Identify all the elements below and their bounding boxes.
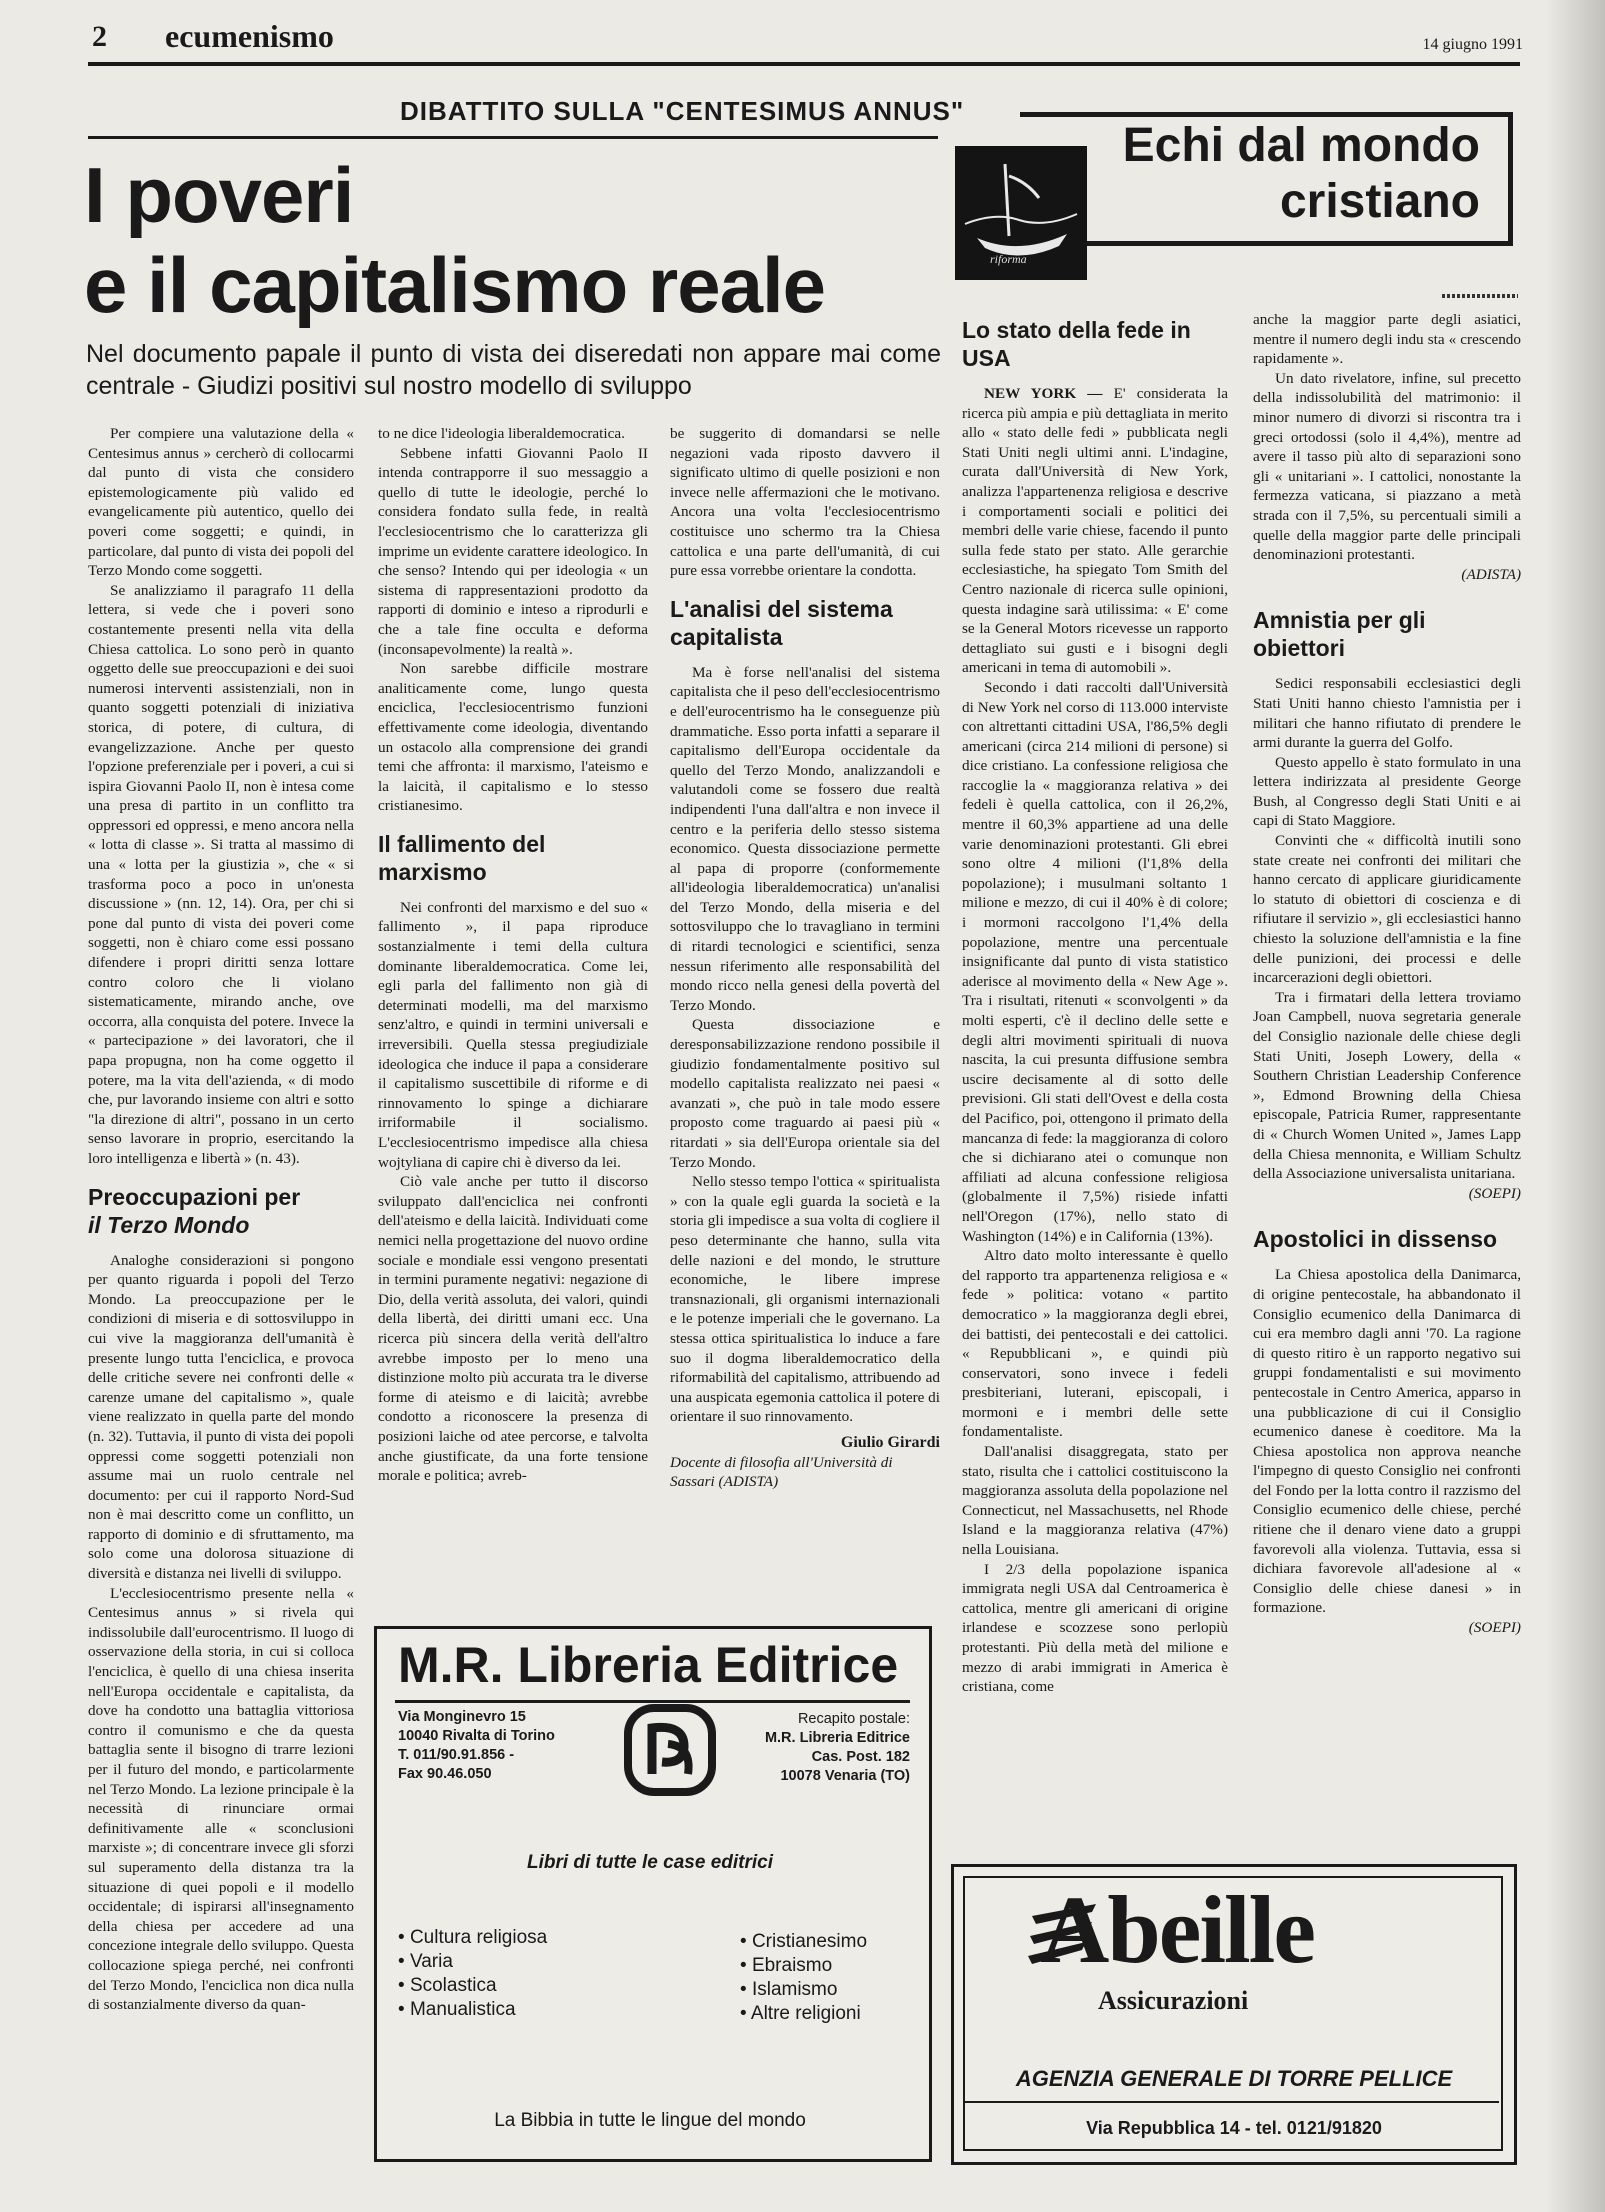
debate-rule <box>88 136 938 139</box>
paragraph: I 2/3 della popolazione ispanica immigrata negli USA dal Centroamerica è cattolica, mentre gli americani di origine irlandese e scozzese sono perlopiù protestanti. Più della metà del milione e mezzo di arabi immigrati in America è cristiana, come <box>962 1560 1228 1696</box>
headline <box>84 150 944 330</box>
libreria-address: Via Monginevro 15 10040 Rivalta di Torino T. 011/90.91.856 - Fax 90.46.050 <box>398 1709 555 1782</box>
paragraph: Non sarebbe difficile mostrare analiticamente come, lungo questa enciclica, l'ecclesiocentrismo funzioni effettivamente come ideologia, diventando un ostacolo alla comprensione dei grandi temi che affronta: il marxismo, l'ateismo e la laicità, il capitalismo e lo stesso cristianesimo. <box>378 660 648 815</box>
paragraph: Questo appello è stato formulato in una lettera indirizzata al presidente George Bush, al Congresso degli Stati Uniti e ai capi di Stato Maggiore. <box>1253 753 1521 830</box>
section-heading: Apostolici in dissenso <box>1253 1226 1498 1253</box>
libreria-name: M.R. Libreria Editrice <box>398 1637 899 1693</box>
abeille-subtitle: Assicurazioni <box>1098 1986 1249 2015</box>
section-heading: Il fallimento del marxismo <box>378 830 546 885</box>
libreria-tagline: Libri di tutte le case editrici <box>526 1852 773 1873</box>
masthead-rule <box>88 62 1520 66</box>
section-heading: Lo stato della fede in USA <box>962 317 1191 371</box>
page-number: 2 <box>92 20 107 53</box>
issue-date: 14 giugno 1991 <box>1422 36 1523 53</box>
usa-article-column <box>962 310 1228 1697</box>
paragraph: to ne dice l'ideologia liberaldemocratica. <box>378 425 625 442</box>
list-item: • Ebraismo <box>740 1954 867 1978</box>
paragraph: Secondo i dati raccolti dall'Università di New York nel corso di 113.000 interviste con altrettanti cittadini USA, l'86,5% degli americani (circa 214 milioni di persone) si dice cristiano. La confessione religiosa che raccoglie la « maggioranza relativa » dei fedeli è quella cattolica, con il 26,2%, mentre il 60,3% appartiene ad una delle varie denominazioni protestanti. Gli ebrei sono oltre 4 milioni (l'1,8% della popolazione); i musulmani soltanto 1 milione e mezzo, di cui il 40% è di colore; i mormoni raccolgono l'1,4% della popolazione, mentre una percentuale insignificante dal punto di vista statistico aderisce al movimento della « New Age ». Tra i risultati, ritenuti « sconvolgenti » da molti esperti, c'è il declino delle sette e degli altri movimenti spirituali di nuova nascita, la cui presunta diffusione sembra uscire decisamente al di sotto delle previsioni. Gli stati dell'Ovest e della costa del Pacifico, poi, ottengono il primato della mancanza di fede: la maggioranza di coloro che si dichiarano atei o comunque non affiliati ad alcuna confessione religiosa (globalmente il 7,5%) risiede infatti nell'Oregon (17%), nello stato di Washington (14%) e in California (13%). <box>962 678 1228 1245</box>
paragraph: Per compiere una valutazione della « Centesimus annus » cercherò di collocarmi dal punto di vista che considero epistemologicamente più valido ed evangelicamente più autentico, quello dei poveri come soggetti; e quindi, in particolare, dal punto di vista dei popoli del Terzo Mondo come soggetti. <box>88 425 354 580</box>
decorative-dash <box>1442 294 1518 298</box>
list-item: • Cristianesimo <box>740 1930 867 1954</box>
paragraph: Se analizziamo il paragrafo 11 della lettera, si vede che i poveri sono costantemente presenti nella vita della Chiesa cattolica. Lo sono però in quanto oggetto delle sue preoccupazioni e dei suoi numerosi interventi assistenziali, non in quanto soggetti potenziali di iniziativa storica, di potere, di cultura, di evangelizzazione. Anche per questo l'opzione preferenziale per i poveri, a cui si ispira Giovanni Paolo II, non è intesa come una presa di partito in un conflitto tra oppressori ed oppressi, e meno ancora nella « lotta di classe ». Si tratta al massimo di una « lotta per la giustizia », che « si trasforma poco a poco in un'onesta discussione » (nn. 12, 14). Ora, per chi si pone dal punto di vista dei poveri come soggetti, non è chiaro come essi possano difendere i propri diritti senza lottare contro coloro che li violano sistematicamente, mirando anche, ove occorra, alla conquista del potere. Invece la « partecipazione » dei lavoratori, che il papa propugna, non ha come oggetto il potere, ma la vita dell'azienda, « di modo che, pur lavorando insieme con altri e sotto "la direzione di altri", possano in un certo senso lavorare in proprio, esercitando la loro intelligenza e libertà » (n. 43). <box>88 581 354 1167</box>
section-heading: Preoccupazioni per il Terzo Mondo <box>88 1183 301 1238</box>
paragraph: Convinti che « difficoltà inutili sono state create nei confronti dei militari che hanno cercato di applicare giuridicamente lo statuto di obiettori di coscienza e di rifiutare il servizio », gli ecclesiastici hanno chiesto la soluzione dell'amnistia e la fine delle punizioni, dei processi e delle incarcerazioni degli obiettori. <box>1253 832 1521 987</box>
article-column-1 <box>88 424 354 2015</box>
libreria-postal: Recapito postale: M.R. Libreria Editrice Cas. Post. 182 10078 Venaria (TO) <box>764 1711 910 1784</box>
paragraph: Nello stesso tempo l'ottica « spiritualista » con la quale egli guarda la società e la storia gli impedisce a sua volta di cogliere il peso determinante che hanno, sulla vita delle nazioni e del mondo, le strutture economiche, le libere imprese transnazionali, gli organismi internazionali e le potenze imperiali che le governano. La stessa ottica spiritualistica lo induce a fare suo il dogma liberaldemocratico della riformabilità del capitalismo, attribuendo ad una auspicata egemonia cattolica il potere di orientare il suo rinnovamento. <box>670 1173 940 1426</box>
headline-line2: e il capitalismo reale <box>84 241 826 329</box>
article-column-3 <box>670 424 940 1492</box>
abeille-rule <box>963 2101 1499 2103</box>
dateline: NEW YORK — <box>984 385 1103 402</box>
abeille-name: Abeille <box>1040 1876 1314 1983</box>
list-item: • Islamismo <box>740 1978 867 2002</box>
article-column-2 <box>378 424 648 1486</box>
section-heading: Amnistia per gli obiettori <box>1253 607 1426 662</box>
abeille-agency: AGENZIA GENERALE DI TORRE PELLICE <box>1015 2066 1453 2091</box>
abeille-address: Via Repubblica 14 - tel. 0121/91820 <box>1086 2118 1382 2138</box>
paragraph: Dall'analisi disaggregata, stato per stato, risulta che i cattolici costituiscono la maggioranza assoluta della popolazione nel Connecticut, nel Massachusetts, nel Rhode Island e la maggioranza relativa (47%) nella Louisiana. <box>962 1443 1228 1559</box>
paragraph: L'ecclesiocentrismo presente nella « Centesimus annus » si rivela qui indissolubile dall'eurocentrismo. Il luogo di osservazione della storia, in cui si colloca l'enciclica, è quello di una chiesa inserita nell'Europa occidentale e capitalista, da dove ha condotto una battaglia vittoriosa contro il comunismo e che da questa battaglia sente il bisogno di trarre lezioni per il futuro del mondo, e particolarmente nel Terzo Mondo. La lezione principale è la necessità di rinunciare ormai definitivamente alle « sconclusioni marxiste »; di concentrare invece gli sforzi sul superamento della distanza tra la situazione di quei popoli e il modello occidentale; di ispirarsi all'insegnamento della chiesa per accedere ad una concezione integrale dello sviluppo. Questa collocazione spiega perché, nei confronti del Terzo Mondo, l'enciclica non dica nulla di sostanzialmente diverso da quan- <box>88 1584 354 2014</box>
debate-label: DIBATTITO SULLA "CENTESIMUS ANNUS" <box>400 96 965 126</box>
paragraph: anche la maggior parte degli asiatici, mentre il numero degli indu sta « crescendo rapidamente ». <box>1253 311 1521 368</box>
list-item: • Altre religioni <box>740 2002 867 2026</box>
paragraph: Un dato rivelatore, infine, sul precetto della indissolubilità del matrimonio: il minor numero di divorzi si riscontra tra i greci ortodossi (solo il 4,4%), mentre ad avere il tasso più alto di separazioni sono gli « unitariani ». I cattolici, nonostante la fermezza vaticana, si piazzano a metà strada con il 7,5%, su percentuali simili a quelle della maggior parte delle principali denominazioni protestanti. <box>1253 369 1521 564</box>
paragraph: Ciò vale anche per tutto il discorso sviluppato dall'enciclica nei confronti dell'ateismo e della laicità. Individuati come nemici nella progettazione del nuovo ordine sociale e mondiale essi vengono presentati in termini puramente negativi: negazione di Dio, della verità assoluta, dei valori, quindi della libertà, dei diritti umani ecc. Una ricerca più sincera della verità dell'altro avrebbe imposto per lo meno una distinzione molto più accurata tra le diverse forme di ateismo e di laicità; avrebbe condotto a riconoscere la presenza di posizioni laiche od atee percorse, e talvolta anche giustificate, da una forte tensione morale e politica; avreb- <box>378 1173 648 1485</box>
subheadline: Nel documento papale il punto di vista dei diseredati non appare mai come centrale - Giudizi positivi sul nostro modello di sviluppo <box>86 340 941 400</box>
libreria-bible-line: La Bibbia in tutte le lingue del mondo <box>494 2110 806 2131</box>
paragraph: La Chiesa apostolica della Danimarca, di origine pentecostale, ha abbandonato il Consiglio ecumenico della Danimarca di cui era membro dagli anni '70. La ragione di questo ritiro è un rapporto negativo sui gruppi fondamentalisti e sui movimento pentecostale in Centro America, apparso in una pubblicazione di cui il Consiglio ecumenico danese è coeditore. Ma la Chiesa apostolica non approva neanche l'impegno di questo Consiglio nei confronti del Fondo per la lotta contro il razzismo del Consiglio ecumenico delle chiese, perché ritiene che il denaro viene dato a gruppi favorevoli alla violenza. Tuttavia, essa si dichiara favorevole all'adesione al « Consiglio delle chiese danesi » in formazione. <box>1253 1266 1521 1617</box>
list-item: • Manualistica <box>398 1998 547 2022</box>
paragraph: Questa dissociazione e deresponsabilizzazione rendono possibile il giudizio fondamentalmente positivo sul modello capitalista realizzato nei paesi « avanzati », che può in tale modo essere proposto come traguardo ai paesi più « ritardati » sia dell'Europa orientale sia del Terzo Mondo. <box>670 1016 940 1171</box>
paragraph: Altro dato molto interessante è quello del rapporto tra appartenenza religiosa e « fede » politica: votano « partito democratico » la maggioranza degli ebrei, dei battisti, dei pentecostali e dei cattolici. « Repubblicani », e quindi più conservatori, sono invece i fedeli presbiteriani, luterani, episcopali, i mormoni e i membri delle sette fondamentaliste. <box>962 1247 1228 1441</box>
logo-signature: riforma <box>990 252 1027 266</box>
source-tag: (SOEPI) <box>1468 1619 1521 1637</box>
paragraph: Analoghe considerazioni si pongono per quanto riguarda i popoli del Terzo Mondo. La preoccupazione per le condizioni di miseria e di sottosviluppo in cui vive la maggioranza dell'umanità è presente lungo tutta l'enciclica, e provoca delle critiche severe nei confronti delle « carenze umane del capitalismo », quale viene realizzato in quella parte del mondo (n. 32). Tuttavia, il punto di vista dei popoli oppressi come soggetti potenziali non assume mai un ruolo centrale nel documento: per cui il rapporto Nord-Sud non è mai descritto come un conflitto, un rapporto di dominio e di sfruttamento, ma solo come una dolorosa situazione di diversità e distanza nei livelli di sviluppo. <box>88 1251 354 1583</box>
source-tag: (SOEPI) <box>1468 1184 1521 1202</box>
headline-line1: I poveri <box>84 151 354 239</box>
paragraph: NEW YORK — E' considerata la ricerca più ampia e più dettagliata in merito allo « stato delle fedi » pubblicata negli Stati Uniti negli ultimi anni. L'indagine, curata dall'Università di New York, analizza l'appartenenza religiosa e descrive i comportamenti sociali e politici dei membri delle varie chiese, facendo il punto sulla fede stato per stato. Alle gerarchie ecclesiastiche, ha spiegato Tom Smith del Centro nazionale di ricerca sulle opinioni, questa indagine sarà utilissima: « E' come se la General Motors ricevesse un rapporto dettagliato sui gusti e i bisogni degli americani in tema di automobili ». <box>962 385 1228 677</box>
paragraph: Ma è forse nell'analisi del sistema capitalista che il peso dell'ecclesiocentrismo e dell'eurocentrismo ha le conseguenze più drammatiche. Esso porta infatti a separare il capitalismo dell'Europa occidentale da quello del Terzo Mondo, analizzandoli e valutandoli come se fossero due realtà indipendenti l'una dall'altra e non invece il centro e la periferia dello stesso sistema economico. Questa dissociazione permette al papa di proporre (conformemente all'ideologia liberaldemocratica) un'analisi del Terzo Mondo, della miseria e del sottosviluppo che lo travagliano in termini di ritardi tecnologici e scientifici, senza nessun riferimento alle responsabilità del mondo ricco nella genesi della povertà del Terzo Mondo. <box>670 663 940 1014</box>
list-item: • Varia <box>398 1950 547 1974</box>
echi-title: Echi dal mondo cristiano <box>1122 119 1480 228</box>
list-item: • Cultura religiosa <box>398 1926 547 1950</box>
author-role: Docente di filosofia all'Università di Sassari (ADISTA) <box>670 1453 893 1491</box>
libreria-categories-right <box>740 1930 867 2026</box>
page-edge-shadow <box>1545 0 1605 2212</box>
paragraph: Tra i firmatari della lettera troviamo Joan Campbell, nuova segretaria generale del Consiglio nazionale delle chiese degli Stati Uniti, Joseph Lowery, della « Southern Christian Leadership Conference », Edmond Browning della Chiesa episcopale, Patricia Rumer, rappresentante di « Church Women United », James Lapp della Chiesa mennonita, e William Schultz della Associazione universalista unitariana. <box>1253 988 1521 1183</box>
paragraph: be suggerito di domandarsi se nelle negazioni vada riposto davvero il significato ultimo di quelle posizioni e non invece nelle affermazioni che le motivano. Ancora una volta l'ecclesiocentrismo costituisce uno schermo tra la Chiesa cattolica e una parte dell'umanità, di cui pure essa vorrebbe orientare la condotta. <box>670 425 940 580</box>
libreria-logo-icon <box>622 1704 718 1796</box>
paragraph: Sedici responsabili ecclesiastici degli Stati Uniti hanno chiesto l'amnistia per i militari che hanno rifiutato di prendere le armi durante la guerra del Golfo. <box>1253 675 1521 752</box>
paragraph: Nei confronti del marxismo e del suo « fallimento », il papa riproduce sostanzialmente i temi della cultura dominante liberaldemocratica. Come lei, egli parla del fallimento non già di determinati modelli, ma del marxismo senz'altro, e quindi in termini universali e irreversibili. Quella stessa pregiudiziale ideologica che induce il papa a considerare il capitalismo suscettibile di riforme e di rinnovamento lo spinge a dichiarare irriformabile il socialismo. L'ecclesiocentrismo impedisce alla chiesa wojtyliana di capire chi è diverso da lei. <box>378 898 648 1171</box>
author-name: Giulio Girardi <box>840 1433 940 1451</box>
source-tag: (ADISTA) <box>1461 565 1521 583</box>
libreria-categories-left <box>398 1926 547 2022</box>
libreria-rule <box>395 1700 910 1703</box>
section-title: ecumenismo <box>165 18 334 54</box>
list-item: • Scolastica <box>398 1974 547 1998</box>
news-column-5 <box>1253 310 1521 1638</box>
section-heading: L'analisi del sistema capitalista <box>670 595 893 650</box>
paragraph: Sebbene infatti Giovanni Paolo II intenda contrapporre il suo messaggio a quello di tutte le ideologie, perché lo considera fondato sulla fede, in realtà l'ecclesiocentrismo che lo caratterizza gli imprime un evidente carattere ideologico. In che senso? Intendo qui per ideologia « un sistema di rappresentazioni prodotto da rapporti di dominio e inteso a riprodurli e che a tale fine occulta e deforma (inconsapevolmente) la realtà ». <box>378 444 648 658</box>
